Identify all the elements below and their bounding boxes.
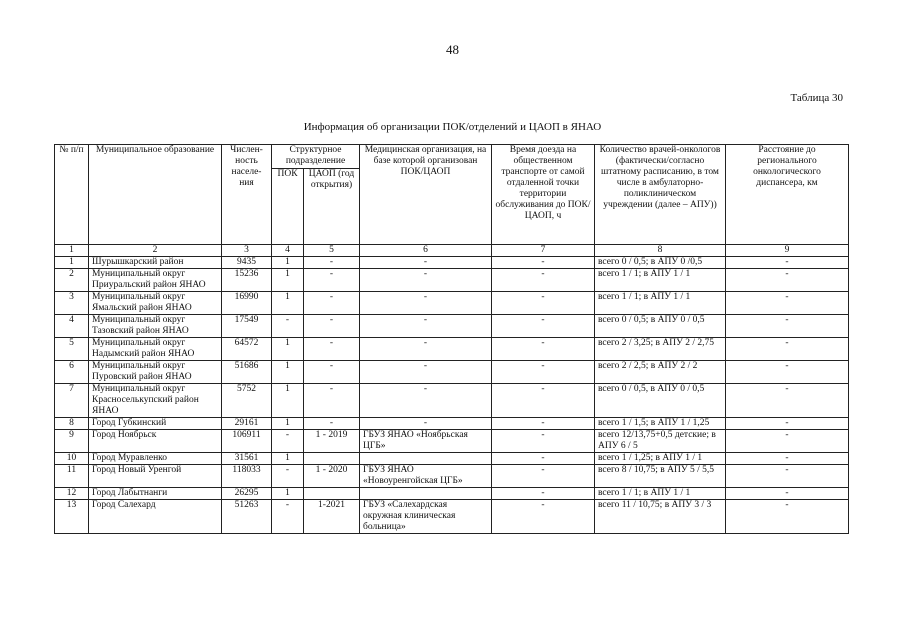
doctors-cell: всего 8 / 10,75; в АПУ 5 / 5,5 bbox=[595, 465, 726, 488]
travel-time-cell: - bbox=[492, 430, 595, 453]
med-org-cell: ГБУЗ ЯНАО «Ноябрьская ЦГБ» bbox=[360, 430, 492, 453]
travel-time-cell: - bbox=[492, 257, 595, 269]
doctors-cell: всего 2 / 3,25; в АПУ 2 / 2,75 bbox=[595, 338, 726, 361]
column-number: 3 bbox=[222, 245, 272, 257]
caop-cell: 1 - 2020 bbox=[304, 465, 360, 488]
med-org-cell: - bbox=[360, 315, 492, 338]
column-number: 9 bbox=[726, 245, 849, 257]
population-cell: 51263 bbox=[222, 500, 272, 534]
column-number: 6 bbox=[360, 245, 492, 257]
population-cell: 16990 bbox=[222, 292, 272, 315]
caop-cell bbox=[304, 453, 360, 465]
distance-cell: - bbox=[726, 418, 849, 430]
municipality-cell: Муниципальный округ Пуровский район ЯНАО bbox=[89, 361, 222, 384]
column-number: 7 bbox=[492, 245, 595, 257]
table-row bbox=[55, 257, 849, 269]
row-number: 5 bbox=[55, 338, 89, 361]
caop-cell: - bbox=[304, 292, 360, 315]
caop-cell: - bbox=[304, 418, 360, 430]
doctors-cell: всего 11 / 10,75; в АПУ 3 / 3 bbox=[595, 500, 726, 534]
caop-cell: - bbox=[304, 338, 360, 361]
travel-time-cell: - bbox=[492, 453, 595, 465]
table-caption: Информация об организации ПОК/отделений и ЦАОП в ЯНАО bbox=[303, 121, 602, 133]
population-cell: 5752 bbox=[222, 384, 272, 418]
doctors-cell: всего 2 / 2,5; в АПУ 2 / 2 bbox=[595, 361, 726, 384]
population-cell: 9435 bbox=[222, 257, 272, 269]
row-number: 10 bbox=[55, 453, 89, 465]
column-number: 8 bbox=[595, 245, 726, 257]
table-row bbox=[55, 453, 849, 465]
travel-time-cell: - bbox=[492, 338, 595, 361]
caop-cell: - bbox=[304, 384, 360, 418]
row-number: 12 bbox=[55, 488, 89, 500]
pok-cell: - bbox=[272, 315, 304, 338]
population-cell: 29161 bbox=[222, 418, 272, 430]
row-number: 9 bbox=[55, 430, 89, 453]
travel-time-cell: - bbox=[492, 418, 595, 430]
municipality-cell: Муниципальный округ Тазовский район ЯНАО bbox=[89, 315, 222, 338]
distance-cell: - bbox=[726, 500, 849, 534]
pok-cell: 1 bbox=[272, 453, 304, 465]
pok-cell: - bbox=[272, 500, 304, 534]
column-number-row bbox=[55, 245, 849, 257]
med-org-cell: - bbox=[360, 338, 492, 361]
pok-cell: 1 bbox=[272, 384, 304, 418]
municipality-cell: Город Салехард bbox=[89, 500, 222, 534]
caop-cell: 1-2021 bbox=[304, 500, 360, 534]
med-org-cell: - bbox=[360, 384, 492, 418]
header-municipality: Муниципальное образование bbox=[89, 145, 222, 245]
table-row bbox=[55, 500, 849, 534]
distance-cell: - bbox=[726, 465, 849, 488]
row-number: 2 bbox=[55, 269, 89, 292]
distance-cell: - bbox=[726, 257, 849, 269]
header-population: Числен-ность населе-ния bbox=[222, 145, 272, 245]
table-label: Таблица 30 bbox=[790, 92, 843, 104]
distance-cell: - bbox=[726, 338, 849, 361]
population-cell: 26295 bbox=[222, 488, 272, 500]
population-cell: 51686 bbox=[222, 361, 272, 384]
distance-cell: - bbox=[726, 488, 849, 500]
population-cell: 118033 bbox=[222, 465, 272, 488]
caop-cell: - bbox=[304, 269, 360, 292]
row-number: 7 bbox=[55, 384, 89, 418]
travel-time-cell: - bbox=[492, 361, 595, 384]
table-row bbox=[55, 361, 849, 384]
row-number: 3 bbox=[55, 292, 89, 315]
distance-cell: - bbox=[726, 269, 849, 292]
municipality-cell: Город Лабытнанги bbox=[89, 488, 222, 500]
population-cell: 31561 bbox=[222, 453, 272, 465]
column-number: 4 bbox=[272, 245, 304, 257]
doctors-cell: всего 0 / 0,5; в АПУ 0 / 0,5 bbox=[595, 315, 726, 338]
row-number: 11 bbox=[55, 465, 89, 488]
header-med-org: Медицинская организация, на базе которой организован ПОК/ЦАОП bbox=[360, 145, 492, 245]
doctors-cell: всего 1 / 1; в АПУ 1 / 1 bbox=[595, 292, 726, 315]
municipality-cell: Город Муравленко bbox=[89, 453, 222, 465]
pok-cell: 1 bbox=[272, 488, 304, 500]
caop-cell: - bbox=[304, 315, 360, 338]
header-travel-time: Время доезда на общественном транспорте от самой отдаленной точки территории обслуживания до ПОК/ЦАОП, ч bbox=[492, 145, 595, 245]
travel-time-cell: - bbox=[492, 315, 595, 338]
doctors-cell: всего 0 / 0,5; в АПУ 0 /0,5 bbox=[595, 257, 726, 269]
caop-cell bbox=[304, 488, 360, 500]
header-doctors: Количество врачей-онкологов (фактически/согласно штатному расписанию, в том числе в амбулаторно-поликлиническом учреждении (далее – АПУ)) bbox=[595, 145, 726, 245]
distance-cell: - bbox=[726, 430, 849, 453]
med-org-cell: - bbox=[360, 292, 492, 315]
caop-cell: - bbox=[304, 361, 360, 384]
row-number: 8 bbox=[55, 418, 89, 430]
caop-cell: - bbox=[304, 257, 360, 269]
municipality-cell: Муниципальный округ Ямальский район ЯНАО bbox=[89, 292, 222, 315]
table-row bbox=[55, 269, 849, 292]
travel-time-cell: - bbox=[492, 500, 595, 534]
distance-cell: - bbox=[726, 292, 849, 315]
table-row bbox=[55, 488, 849, 500]
doctors-cell: всего 1 / 1; в АПУ 1 / 1 bbox=[595, 269, 726, 292]
row-number: 13 bbox=[55, 500, 89, 534]
caop-cell: 1 - 2019 bbox=[304, 430, 360, 453]
med-org-cell: - bbox=[360, 418, 492, 430]
pok-cell: 1 bbox=[272, 292, 304, 315]
population-cell: 17549 bbox=[222, 315, 272, 338]
med-org-cell: ГБУЗ «Салехардская окружная клиническая больница» bbox=[360, 500, 492, 534]
municipality-cell: Муниципальный округ Приуральский район ЯНАО bbox=[89, 269, 222, 292]
travel-time-cell: - bbox=[492, 292, 595, 315]
table-row bbox=[55, 418, 849, 430]
pok-cell: 1 bbox=[272, 257, 304, 269]
travel-time-cell: - bbox=[492, 465, 595, 488]
med-org-cell: - bbox=[360, 257, 492, 269]
municipality-cell: Город Новый Уренгой bbox=[89, 465, 222, 488]
doctors-cell: всего 1 / 1; в АПУ 1 / 1 bbox=[595, 488, 726, 500]
pok-cell: - bbox=[272, 465, 304, 488]
med-org-cell: - bbox=[360, 269, 492, 292]
population-cell: 106911 bbox=[222, 430, 272, 453]
header-pok: ПОК bbox=[272, 169, 304, 245]
row-number: 4 bbox=[55, 315, 89, 338]
table-row bbox=[55, 465, 849, 488]
med-org-cell bbox=[360, 453, 492, 465]
column-number: 5 bbox=[304, 245, 360, 257]
pok-cell: 1 bbox=[272, 418, 304, 430]
page-number: 48 bbox=[446, 42, 459, 57]
table-row bbox=[55, 384, 849, 418]
distance-cell: - bbox=[726, 315, 849, 338]
pok-cell: 1 bbox=[272, 269, 304, 292]
row-number: 6 bbox=[55, 361, 89, 384]
distance-cell: - bbox=[726, 453, 849, 465]
doctors-cell: всего 12/13,75+0,5 детские; в АПУ 6 / 5 bbox=[595, 430, 726, 453]
municipality-cell: Город Губкинский bbox=[89, 418, 222, 430]
table-row bbox=[55, 292, 849, 315]
column-number: 2 bbox=[89, 245, 222, 257]
doctors-cell: всего 1 / 1,5; в АПУ 1 / 1,25 bbox=[595, 418, 726, 430]
travel-time-cell: - bbox=[492, 269, 595, 292]
header-num: № п/п bbox=[55, 145, 89, 245]
municipality-cell: Муниципальный округ Надымский район ЯНАО bbox=[89, 338, 222, 361]
header-distance: Расстояние до регионального онкологического диспансера, км bbox=[726, 145, 849, 245]
header-caop: ЦАОП (год открытия) bbox=[304, 169, 360, 245]
med-org-cell: ГБУЗ ЯНАО «Новоуренгойская ЦГБ» bbox=[360, 465, 492, 488]
column-number: 1 bbox=[55, 245, 89, 257]
table-row bbox=[55, 430, 849, 453]
table-row bbox=[55, 315, 849, 338]
municipality-cell: Шурышкарский район bbox=[89, 257, 222, 269]
pok-cell: 1 bbox=[272, 338, 304, 361]
population-cell: 64572 bbox=[222, 338, 272, 361]
pok-cell: 1 bbox=[272, 361, 304, 384]
doctors-cell: всего 0 / 0,5, в АПУ 0 / 0,5 bbox=[595, 384, 726, 418]
header-structural: Структурное подразделение bbox=[272, 145, 360, 169]
row-number: 1 bbox=[55, 257, 89, 269]
distance-cell: - bbox=[726, 361, 849, 384]
organizations-table bbox=[54, 144, 849, 534]
population-cell: 15236 bbox=[222, 269, 272, 292]
distance-cell: - bbox=[726, 384, 849, 418]
travel-time-cell: - bbox=[492, 488, 595, 500]
travel-time-cell: - bbox=[492, 384, 595, 418]
table-row bbox=[55, 338, 849, 361]
med-org-cell: - bbox=[360, 361, 492, 384]
pok-cell: - bbox=[272, 430, 304, 453]
municipality-cell: Муниципальный округ Красноселькупский район ЯНАО bbox=[89, 384, 222, 418]
med-org-cell bbox=[360, 488, 492, 500]
municipality-cell: Город Ноябрьск bbox=[89, 430, 222, 453]
doctors-cell: всего 1 / 1,25; в АПУ 1 / 1 bbox=[595, 453, 726, 465]
